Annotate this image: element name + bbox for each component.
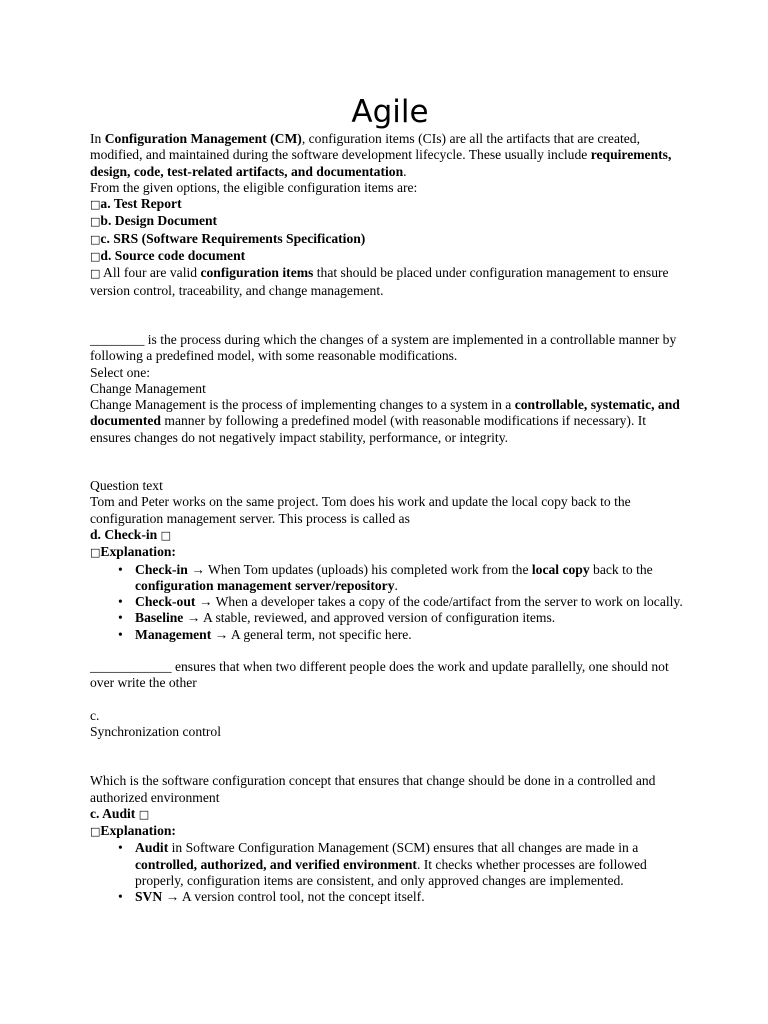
- list-item: • Management → A general term, not specific here.: [135, 627, 690, 643]
- cm-conclusion: □ All four are valid configuration items that should be placed under configuration management to ensure version control, traceability, and change management.: [90, 265, 669, 298]
- select-one-label: Select one:: [90, 364, 151, 380]
- explanation-label: □Explanation:: [90, 823, 176, 839]
- sync-question: ____________ ensures that when two different people does the work and update parallelly, one should not over write the other: [90, 659, 669, 691]
- checkbox-glyph-icon: □: [90, 250, 101, 264]
- option-c: □c. SRS (Software Requirements Specification): [90, 230, 366, 246]
- list-item: • Audit in Software Configuration Management (SCM) ensures that all changes are made in a controlled, authorized, and verified environment. It checks whether processes are followed properly, configuration items are consistent, and only approved changes are implemented.: [135, 840, 690, 889]
- checkbox-glyph-icon: □: [90, 825, 101, 839]
- change-mgmt-question: ________ is the process during which the changes of a system are implemented in a controllable manner by following a predefined model, with some reasonable modifications.: [90, 331, 677, 364]
- option-b: □b. Design Document: [90, 213, 218, 229]
- checkbox-glyph-icon: □: [138, 807, 150, 821]
- list-item: • Check-in → When Tom updates (uploads) his completed work from the local copy back to the configuration management server/repository.: [135, 562, 690, 595]
- sync-answer: Synchronization control: [90, 723, 221, 739]
- document-page: [90, 92, 690, 906]
- list-item: • SVN → A version control tool, not the concept itself.: [135, 889, 690, 905]
- audit-question: Which is the software configuration concept that ensures that change should be done in a controlled and authorized environment: [90, 773, 656, 805]
- explanation-label: □Explanation:: [90, 544, 176, 560]
- checkin-question: Tom and Peter works on the same project. Tom does his work and update the local copy back to the configuration management server. This process is called as: [90, 494, 631, 526]
- change-mgmt-explanation: Change Management is the process of implementing changes to a system in a controllable, systematic, and documented manner by following a predefined model (with reasonable modifications if necessary). It ensures changes do not negatively impact stability, performance, or integrity.: [90, 397, 680, 445]
- list-item: • Baseline → A stable, reviewed, and approved version of configuration items.: [135, 610, 690, 626]
- checkbox-glyph-icon: □: [90, 232, 101, 246]
- audit-answer: c. Audit □: [90, 805, 150, 821]
- checkbox-glyph-icon: □: [160, 528, 172, 542]
- checkin-bullets: [90, 562, 690, 643]
- checkbox-glyph-icon: □: [90, 267, 101, 281]
- audit-bullets: [90, 840, 690, 905]
- checkbox-glyph-icon: □: [90, 215, 101, 229]
- question-text-label: Question text: [90, 478, 163, 494]
- given-options-line: From the given options, the eligible configuration items are:: [90, 179, 418, 195]
- option-d: □d. Source code document: [90, 248, 246, 264]
- list-item: • Check-out → When a developer takes a copy of the code/artifact from the server to work on locally.: [135, 594, 690, 610]
- checkbox-glyph-icon: □: [90, 546, 101, 560]
- option-a: □a. Test Report: [90, 196, 182, 212]
- change-mgmt-answer: Change Management: [90, 380, 206, 396]
- page-title: Agile: [351, 94, 429, 130]
- checkbox-glyph-icon: □: [90, 198, 101, 212]
- checkin-answer: d. Check-in □: [90, 526, 172, 542]
- sync-option: c.: [90, 707, 100, 723]
- cm-intro: In Configuration Management (CM), configuration items (CIs) are all the artifacts that are created, modified, and maintained during the software development lifecycle. These usually include requirements, design, code, test-related artifacts, and documentation.: [90, 131, 672, 179]
